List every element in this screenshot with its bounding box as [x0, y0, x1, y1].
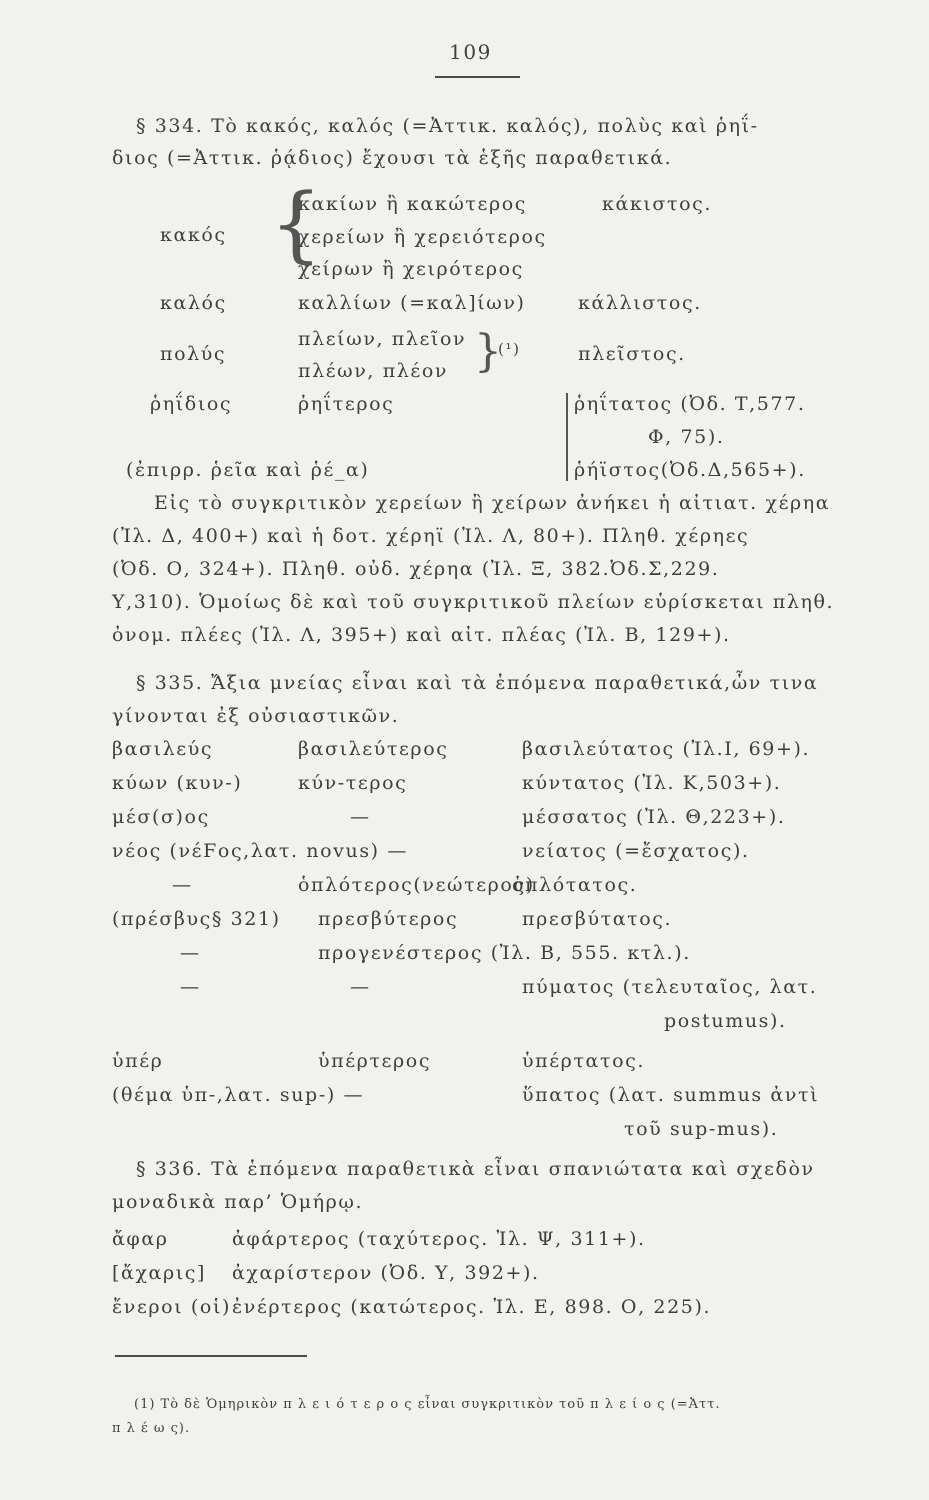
- t2-r2-positive: κύων (κυν-): [112, 772, 243, 794]
- brace-polys: }: [474, 326, 502, 377]
- section-335-line2: γίνονται ἐξ οὐσιαστικῶν.: [112, 705, 400, 727]
- text-line-1: Εἰς τὸ συγκριτικὸν χερείων ἢ χείρων ἀνήκει ἡ αἰτιατ. χέρηα: [154, 492, 831, 514]
- t2-r9-positive: ὑπέρ: [112, 1050, 164, 1072]
- t2-r5-superlative: ὁπλότατος.: [512, 874, 638, 896]
- section-334-line1: § 334. Τὸ κακός, καλός (=Ἀττικ. καλός), πολὺς καὶ ῥηΐ-: [136, 115, 759, 137]
- rhidios-superlative-1a: ῥηΐτατος (Ὀδ. Τ,577.: [574, 393, 806, 415]
- footnote-rule: [115, 1355, 307, 1357]
- text-line-3: (Ὀδ. Ο, 324+). Πληθ. οὐδ. χέρηα (Ἰλ. Ξ, 382.Ὀδ.Σ,229.: [112, 558, 720, 580]
- t3-r2-comparative: ἀχαρίστερον (Ὀδ. Υ, 392+).: [232, 1262, 540, 1284]
- rhidios-superlative-1b: Φ, 75).: [648, 426, 725, 448]
- t2-r8-positive: —: [180, 976, 201, 998]
- t2-r10-superlative-cont: τοῦ sup-mus).: [624, 1118, 779, 1140]
- brace-kakos: {: [270, 177, 323, 272]
- text-line-4: Υ,310). Ὁμοίως δὲ καὶ τοῦ συγκριτικοῦ πλείων εὑρίσκεται πληθ.: [112, 591, 835, 613]
- t2-r1-positive: βασιλεύς: [112, 738, 214, 760]
- t2-r9-comparative: ὑπέρτερος: [318, 1050, 432, 1072]
- kalos-comparative: καλλίων (=καλ]ίων): [298, 292, 526, 314]
- t2-r6-comparative: πρεσβύτερος: [318, 908, 459, 930]
- t2-r2-comparative: κύν-τερος: [298, 772, 408, 794]
- section-336-line2: μοναδικὰ παρ’ Ὁμήρῳ.: [112, 1191, 364, 1213]
- polys-comparative-2: πλέων, πλέον: [298, 360, 449, 382]
- t2-r1-comparative: βασιλεύτερος: [298, 738, 449, 760]
- t2-r10-positive: (θέμα ὑπ-,λατ. sup-) —: [112, 1084, 365, 1106]
- section-336-line1: § 336. Τὰ ἑπόμενα παραθετικὰ εἶναι σπανιώτατα καὶ σχεδὸν: [136, 1158, 815, 1180]
- t2-r3-comparative: —: [350, 806, 371, 828]
- rhidios-positive: ῥηΐδιος: [150, 393, 233, 415]
- kalos-superlative: κάλλιστος.: [578, 292, 702, 314]
- adverb-note: (ἐπιρρ. ῥεῖα καὶ ῥέ_α): [126, 459, 370, 481]
- kalos-positive: καλός: [160, 292, 227, 314]
- t2-r3-positive: μέσ(σ)ος: [112, 806, 210, 828]
- t3-r1-positive: ἄφαρ: [112, 1228, 169, 1250]
- section-334-line2: διος (=Ἀττικ. ῥᾴδιος) ἔχουσι τὰ ἑξῆς παραθετικά.: [112, 147, 673, 169]
- t3-r2-positive: [ἄχαρις]: [112, 1262, 207, 1284]
- kakos-positive: κακός: [160, 224, 227, 246]
- t2-r10-superlative: ὕπατος (λατ. summus ἀντὶ: [522, 1084, 820, 1106]
- text-line-5: ὀνομ. πλέες (Ἰλ. Λ, 395+) καὶ αἰτ. πλέας (Ἰλ. Β, 129+).: [112, 624, 731, 646]
- kakos-comparative-3: χείρων ἢ χειρότερος: [298, 258, 524, 280]
- rhidios-bracket: [566, 393, 568, 481]
- t2-r8-superlative: πύματος (τελευταῖος, λατ.: [522, 976, 818, 998]
- text-line-2: (Ἰλ. Δ, 400+) καὶ ἡ δοτ. χέρηϊ (Ἰλ. Λ, 80+). Πληθ. χέρηες: [112, 525, 750, 547]
- t2-r8-superlative-cont: postumus).: [664, 1010, 787, 1032]
- section-335-line1: § 335. Ἄξια μνείας εἶναι καὶ τὰ ἑπόμενα παραθετικά,ὧν τινα: [136, 672, 819, 694]
- t2-r7-comparative: προγενέστερος (Ἰλ. Β, 555. κτλ.).: [318, 942, 691, 964]
- kakos-comparative-1: κακίων ἢ κακώτερος: [298, 193, 528, 215]
- footnote-line1: (1) Τὸ δὲ Ὁμηρικὸν π λ ε ι ό τ ε ρ ο ς εἶναι συγκριτικὸν τοῦ π λ ε ί ο ς (=Ἀττ.: [134, 1397, 721, 1412]
- polys-footnote-ref: (¹): [498, 340, 521, 358]
- polys-comparative-1: πλείων, πλεῖον: [298, 328, 467, 350]
- rhidios-superlative-2: ῥήϊστος(Ὀδ.Δ,565+).: [574, 459, 806, 481]
- t2-r4-positive: νέος (νέϜος,λατ. novus) —: [112, 840, 408, 862]
- t2-r5-positive: —: [172, 874, 193, 896]
- t2-r6-superlative: πρεσβύτατος.: [522, 908, 673, 930]
- t2-r5-comparative: ὁπλότερος(νεώτερος): [298, 874, 535, 896]
- rhidios-comparative: ῥηΐτερος: [298, 393, 395, 415]
- kakos-superlative: κάκιστος.: [602, 193, 713, 215]
- kakos-comparative-2: χερείων ἢ χερειότερος: [298, 226, 547, 248]
- t3-r3-positive: ἔνεροι (οἱ): [112, 1296, 232, 1318]
- t3-r3-comparative: ἐνέρτερος (κατώτερος. Ἰλ. Ε, 898. Ο, 225).: [232, 1296, 712, 1318]
- t3-r1-comparative: ἀφάρτερος (ταχύτερος. Ἰλ. Ψ, 311+).: [232, 1228, 646, 1250]
- t2-r6-positive: (πρέσβυς§ 321): [112, 908, 281, 930]
- t2-r1-superlative: βασιλεύτατος (Ἰλ.Ι, 69+).: [522, 738, 811, 760]
- page-number: 109: [449, 40, 492, 64]
- polys-superlative: πλεῖστος.: [578, 343, 686, 365]
- t2-r8-comparative: —: [350, 976, 371, 998]
- t2-r7-positive: —: [180, 942, 201, 964]
- header-rule: [435, 76, 520, 78]
- t2-r4-superlative: νείατος (=ἔσχατος).: [522, 840, 750, 862]
- t2-r3-superlative: μέσσατος (Ἰλ. Θ,223+).: [522, 806, 786, 828]
- t2-r9-superlative: ὑπέρτατος.: [522, 1050, 646, 1072]
- polys-positive: πολύς: [160, 343, 227, 365]
- t2-r2-superlative: κύντατος (Ἰλ. Κ,503+).: [522, 772, 782, 794]
- footnote-line2: π λ έ ω ς).: [112, 1421, 191, 1436]
